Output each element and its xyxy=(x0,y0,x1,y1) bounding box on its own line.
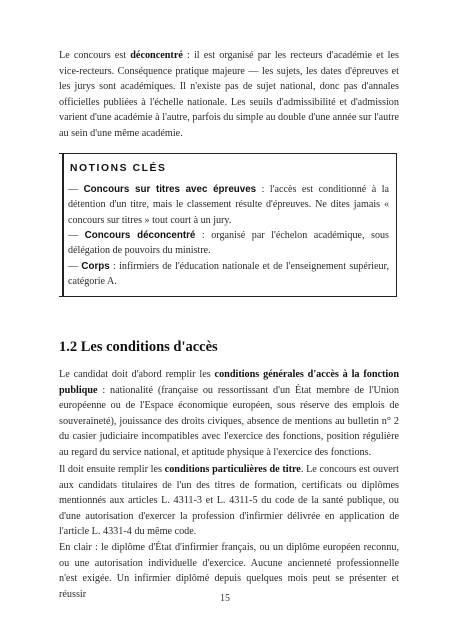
notion-text: : infirmiers de l'éducation nationale et de l'enseignement supérieur, catégorie A. xyxy=(68,261,389,288)
page-number: 15 xyxy=(220,593,230,604)
section-paragraph-2 xyxy=(59,462,399,540)
notion-dash: — xyxy=(68,261,82,272)
section-paragraph-3: En clair : le diplôme d'État d'infirmier français, ou un diplôme européen reconnu, ou une autorisation individuelle d'exercice. Aucune ancienneté professionnelle n'est exigée. Un infirmier diplômé depuis quelques mois peut se présenter et réussir xyxy=(59,542,399,600)
notion-item-2 xyxy=(68,228,389,259)
notion-text: : l'accès est conditionné à la détention d'un titre, mais le classement résulte d'épreuves. Ne dites jamais « concours sur titres » tout court à un jury. xyxy=(68,184,389,226)
p1-bold: conditions générales d'accès à la fonction publique xyxy=(59,369,399,396)
intro-text-1: Le concours est xyxy=(59,50,131,61)
notions-box-accent-bar xyxy=(62,153,64,296)
p2-bold: conditions particulières de titre xyxy=(164,464,301,475)
intro-paragraph xyxy=(59,48,399,142)
notion-dash: — xyxy=(68,230,85,241)
p1-text-a: Le candidat doit d'abord remplir les xyxy=(59,369,215,380)
p1-text-b: : nationalité (française ou ressortissant d'un État membre de l'Union européenne ou de l'Espace économique européen, sous réserve des emplois de souveraineté), jouissance des droits civiques, absence de mentions au bulletin n° 2 du casier judiciaire incompatibles avec l'exercice des fonctions, position régulière au regard du service national, et aptitude physique à l'exercice des fonctions. xyxy=(59,384,399,458)
notions-title: NOTIONS CLÉS xyxy=(70,163,167,174)
p2-text-b: . Le concours est ouvert aux candidats titulaires de l'un des titres de formation, certificats ou diplômes mentionnés aux articles L. 4311-3 et L. 4311-5 du code de la santé publique, ou d'une autorisation d'exercer la profession d'infirmier délivrée en application de l'article L. 4331-4 du même code. xyxy=(59,464,399,538)
intro-text-2: : il est organisé par les recteurs d'académie et les vice-recteurs. Conséquence pratique majeure — les sujets, les dates d'épreuves et les jurys sont académiques. Il n'existe pas de sujet national, donc pas d'annales officielles publiées à l'échelle nationale. Les seuils d'admissibilité et d'admission varient d'une académie à l'autre, parfois du simple au double d'une année sur l'autre au sein d'une même académie. xyxy=(59,50,399,139)
section-heading: 1.2 Les conditions d'accès xyxy=(59,339,218,355)
notion-text: : organisé par l'échelon académique, sous délégation de pouvoirs du ministre. xyxy=(68,230,389,257)
p2-text-a: Il doit ensuite remplir les xyxy=(59,464,165,475)
section-paragraph-1 xyxy=(59,367,399,461)
notion-term: Concours sur titres avec épreuves xyxy=(83,184,257,195)
notion-dash: — xyxy=(68,184,84,195)
notion-item-3 xyxy=(68,259,389,290)
intro-bold-term: déconcentré xyxy=(130,50,183,61)
notion-item-1 xyxy=(68,182,389,228)
notion-term: Corps xyxy=(81,261,110,272)
notion-term: Concours déconcentré xyxy=(84,230,196,241)
